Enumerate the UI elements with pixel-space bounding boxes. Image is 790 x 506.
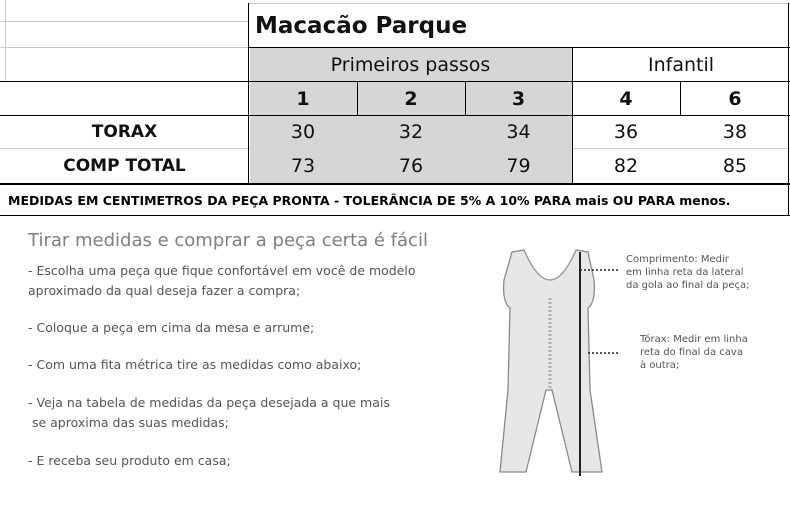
row-label-comp-total: COMP TOTAL — [63, 156, 186, 176]
torax-value: 34 — [506, 121, 531, 143]
size-header-6: 6 — [728, 87, 742, 110]
comp-total-value: 76 — [398, 155, 424, 177]
instructions-title: Tirar medidas e comprar a peça certa é fácil — [28, 230, 428, 251]
jumpsuit-diagram — [490, 240, 620, 480]
chest-annotation: Tórax: Medir em linha reta do final da cava à outra; — [640, 334, 748, 371]
torax-value: 38 — [722, 121, 748, 143]
torax-value: 36 — [613, 121, 639, 143]
size-header-2: 2 — [404, 87, 418, 110]
instruction-step: - Com uma fita métrica tire as medidas como abaixo; — [28, 357, 362, 372]
comp-total-value: 82 — [613, 155, 639, 177]
torax-value: 32 — [398, 121, 424, 143]
instruction-step: - E receba seu produto em casa; — [28, 453, 231, 468]
instruction-step: - Veja na tabela de medidas da peça desejada a que mais se aproxima das suas medidas; — [28, 395, 390, 430]
table-title: Macacão Parque — [255, 13, 468, 39]
comp-total-value: 79 — [506, 155, 531, 177]
torax-value: 30 — [290, 121, 316, 143]
group-header-primeiros-passos: Primeiros passos — [330, 54, 491, 76]
instruction-step: - Coloque a peça em cima da mesa e arrume; — [28, 320, 315, 335]
size-header-3: 3 — [511, 87, 526, 110]
comp-total-value: 85 — [722, 155, 748, 177]
instruction-step: - Escolha uma peça que fique confortável em você de modelo aproximado da qual deseja fazer a compra; — [28, 263, 416, 298]
group-header-infantil: Infantil — [647, 54, 715, 76]
jumpsuit-outline — [500, 250, 602, 472]
size-header-4: 4 — [619, 87, 633, 110]
row-label-torax: TORAX — [91, 122, 158, 142]
length-annotation: Comprimento: Medir em linha reta da lateral da gola ao final da peça; — [626, 254, 750, 291]
size-header-1: 1 — [296, 87, 310, 110]
measurement-note: MEDIDAS EM CENTIMETROS DA PEÇA PRONTA - TOLERÂNCIA DE 5% A 10% PARA mais OU PARA menos. — [8, 192, 731, 208]
comp-total-value: 73 — [290, 155, 316, 177]
